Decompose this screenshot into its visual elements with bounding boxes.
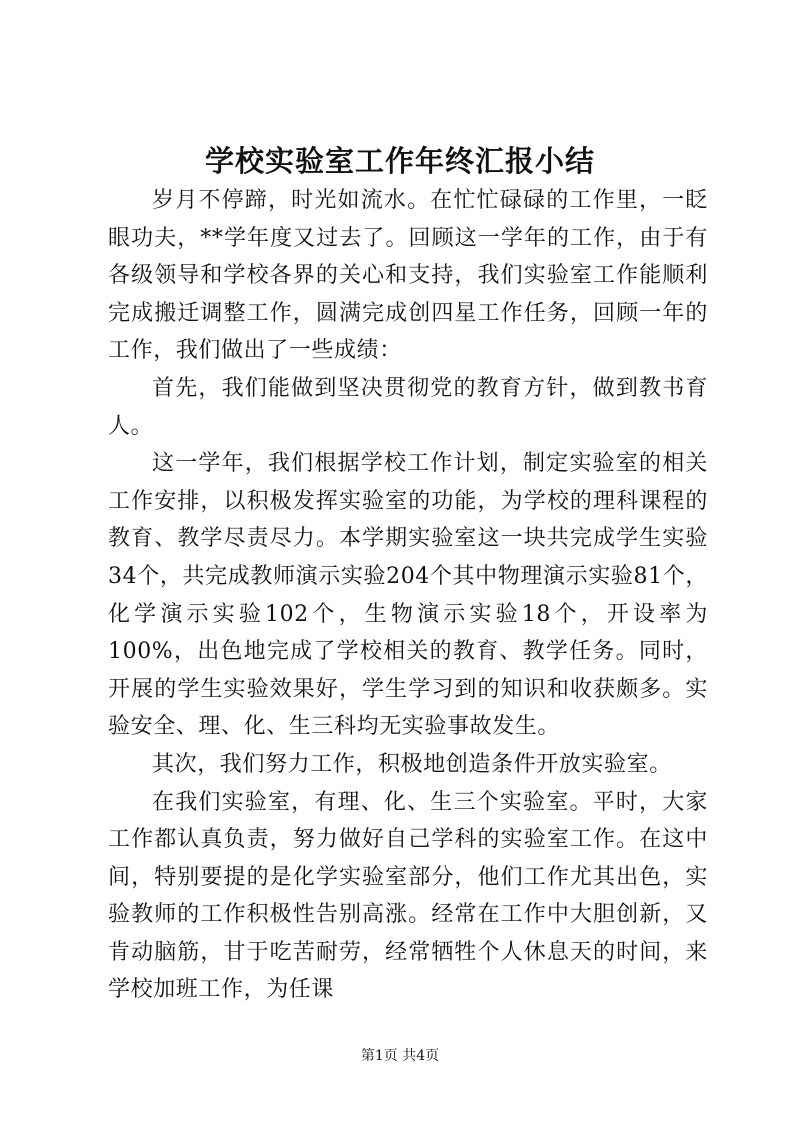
paragraph-first-point: 首先，我们能做到坚决贯彻党的教育方针，做到教书育人。 xyxy=(108,375,708,439)
paragraph-labs: 在我们实验室，有理、化、生三个实验室。平时，大家工作都认真负责，努力做好自己学科的实验室工作。在这中间，特别要提的是化学实验室部分，他们工作尤其出色，实验教师的工作积极性告别高涨。经常在工作中大胆创新，又肯动脑筋，甘于吃苦耐劳，经常牺牲个人休息天的时间，来学校加班工作，为任课 xyxy=(108,789,708,1003)
paragraph-second-point: 其次，我们努力工作，积极地创造条件开放实验室。 xyxy=(152,751,672,777)
document-body xyxy=(108,182,708,1009)
page-number-footer: 第1页 共4页 xyxy=(360,1048,440,1064)
paragraph-intro: 岁月不停蹄，时光如流水。在忙忙碌碌的工作里，一眨眼功夫，**学年度又过去了。回顾这一学年的工作，由于有各级领导和学校各界的关心和支持，我们实验室工作能顺利完成搬迁调整工作，圆满完成创四星工作任务，回顾一年的工作，我们做出了一些成绩： xyxy=(108,188,708,364)
paragraph-experiments: 这一学年，我们根据学校工作计划，制定实验室的相关工作安排，以积极发挥实验室的功能，为学校的理科课程的教育、教学尽责尽力。本学期实验室这一块共完成学生实验34个，共完成教师演示实验204个其中物理演示实验81个，化学演示实验102个，生物演示实验18个，开设率为100%，出色地完成了学校相关的教育、教学任务。同时，开展的学生实验效果好，学生学习到的知识和收获颇多。实验安全、理、化、生三科均无实验事故发生。 xyxy=(108,451,708,740)
document-title: 学校实验室工作年终汇报小结 xyxy=(204,144,595,178)
